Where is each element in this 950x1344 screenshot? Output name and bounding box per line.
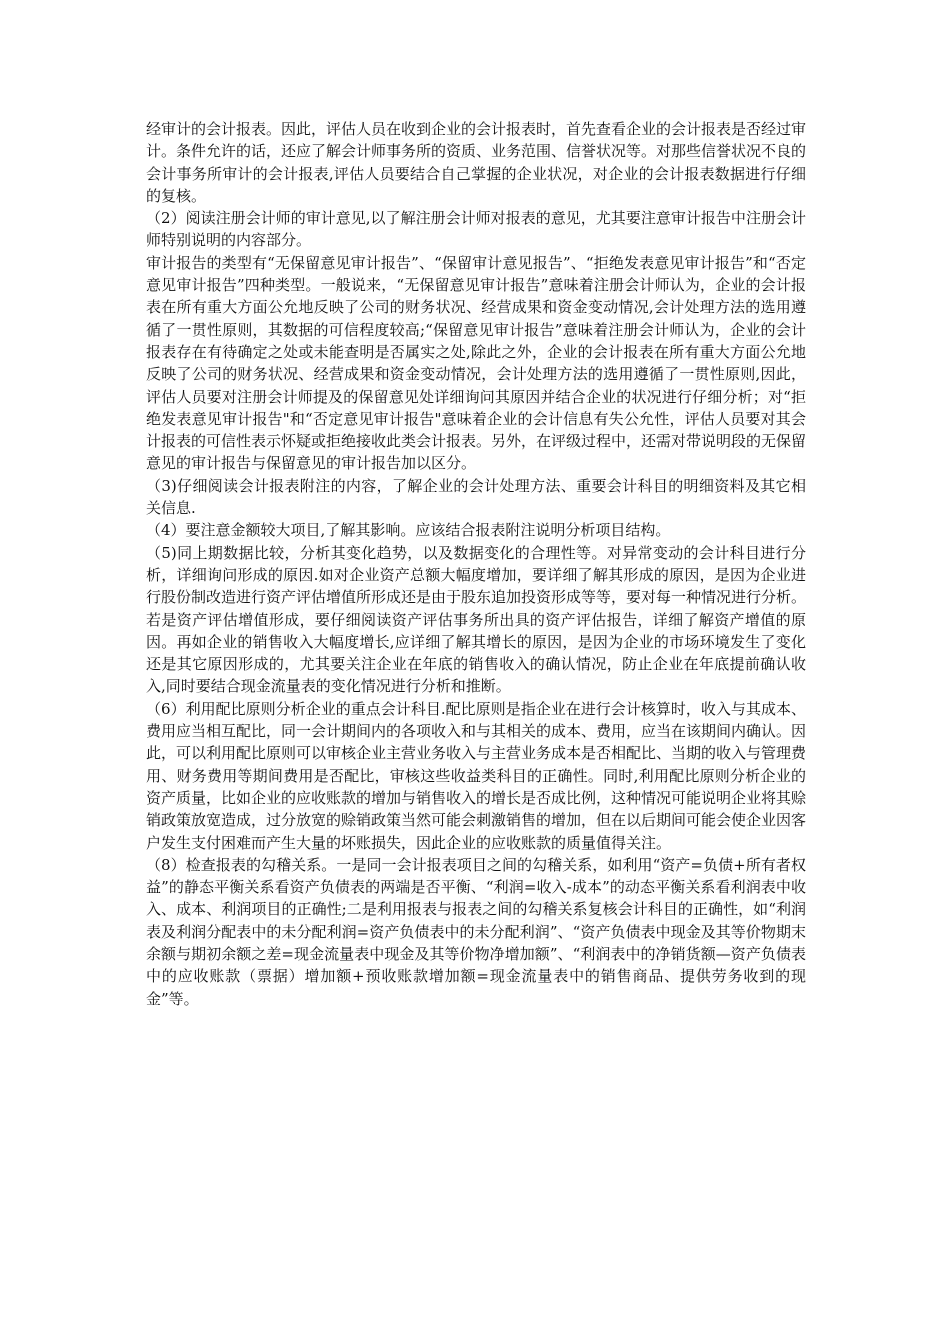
document-body <box>146 118 806 1010</box>
paragraph-report-types: 审计报告的类型有“无保留意见审计报告”、“保留审计意见报告”、“拒绝发表意见审计报告”和“否定意见审计报告”四种类型。一般说来，“无保留意见审计报告”意味着注册会计师认为，企业的会计报表在所有重大方面公允地反映了公司的财务状况、经营成果和资金变动情况,会计处理方法的选用遵循了一贯性原则，其数据的可信程度较高;“保留意见审计报告”意味着注册会计师认为，企业的会计报表存在有待确定之处或未能查明是否属实之处,除此之外，企业的会计报表在所有重大方面公允地反映了公司的财务状况、经营成果和资金变动情况，会计处理方法的选用遵循了一贯性原则,因此，评估人员要对注册会计师提及的保留意见处详细询问其原因并结合企业的状况进行仔细分析；对“拒绝发表意见审计报告"和“否定意见审计报告"意味着企业的会计信息有失公允性，评估人员要对其会计报表的可信性表示怀疑或拒绝接收此类会计报表。另外，在评级过程中，还需对带说明段的无保留意见的审计报告与保留意见的审计报告加以区分。 <box>146 253 807 473</box>
paragraph-item-4: （4）要注意金额较大项目,了解其影响。应该结合报表附注说明分析项目结构。 <box>146 521 671 540</box>
paragraph-item-8: （8）检查报表的勾稽关系。一是同一会计报表项目之间的勾稽关系，如利用“资产=负债+所有者权益”的静态平衡关系看资产负债表的两端是否平衡、“利润=收入-成本”的动态平衡关系看利润表中收入、成本、利润项目的正确性;二是利用报表与报表之间的勾稽关系复核会计科目的正确性，如“利润表及利润分配表中的未分配利润=资产负债表中的未分配利润”、“资产负债表中现金及其等价物期末余额与期初余额之差=现金流量表中现金及其等价物净增加额”、“利润表中的净销货额—资产负债表中的应收账款（票据）增加额+预收账款增加额=现金流量表中的销售商品、提供劳务收到的现金”等。 <box>146 855 806 1008</box>
paragraph-audit-review: 经审计的会计报表。因此，评估人员在收到企业的会计报表时，首先查看企业的会计报表是否经过审计。条件允许的话，还应了解会计师事务所的资质、业务范围、信誉状况等。对那些信誉状况不良的会计事务所审计的会计报表,评估人员要结合自己掌握的企业状况，对企业的会计报表数据进行仔细的复核。 <box>146 120 807 205</box>
paragraph-item-3: （3)仔细阅读会计报表附注的内容，了解企业的会计处理方法、重要会计科目的明细资料及其它相关信息. <box>146 476 806 518</box>
paragraph-item-5: （5)同上期数据比较，分析其变化趋势，以及数据变化的合理性等。对异常变动的会计科目进行分析，详细询问形成的原因.如对企业资产总额大幅度增加，要详细了解其形成的原因，是因为企业进行股份制改造进行资产评估增值所形成还是由于股东追加投资形成等等，要对每一种情况进行分析。若是资产评估增值形成，要仔细阅读资产评估事务所出具的资产评估报告，详细了解资产增值的原因。再如企业的销售收入大幅度增长,应详细了解其增长的原因，是因为企业的市场环境发生了变化还是其它原因形成的，尤其要关注企业在年底的销售收入的确认情况，防止企业在年底提前确认收入,同时要结合现金流量表的变化情况进行分析和推断。 <box>146 543 807 696</box>
paragraph-item-6: （6）利用配比原则分析企业的重点会计科目.配比原则是指企业在进行会计核算时，收入与其成本、费用应当相互配比，同一会计期间内的各项收入和与其相关的成本、费用，应当在该期间内确认。因此，可以利用配比原则可以审核企业主营业务收入与主营业务成本是否相配比、当期的收入与管理费用、财务费用等期间费用是否配比，审核这些收益类科目的正确性。同时,利用配比原则分析企业的资产质量，比如企业的应收账款的增加与销售收入的增长是否成比例，这种情况可能说明企业将其赊销政策放宽造成，过分放宽的赊销政策当然可能会刺激销售的增加，但在以后期间可能会使企业因客户发生支付困难而产生大量的坏账损失，因此企业的应收账款的质量值得关注。 <box>146 699 807 852</box>
paragraph-item-2: （2）阅读注册会计师的审计意见,以了解注册会计师对报表的意见，尤其要注意审计报告中注册会计师特别说明的内容部分。 <box>146 209 806 250</box>
